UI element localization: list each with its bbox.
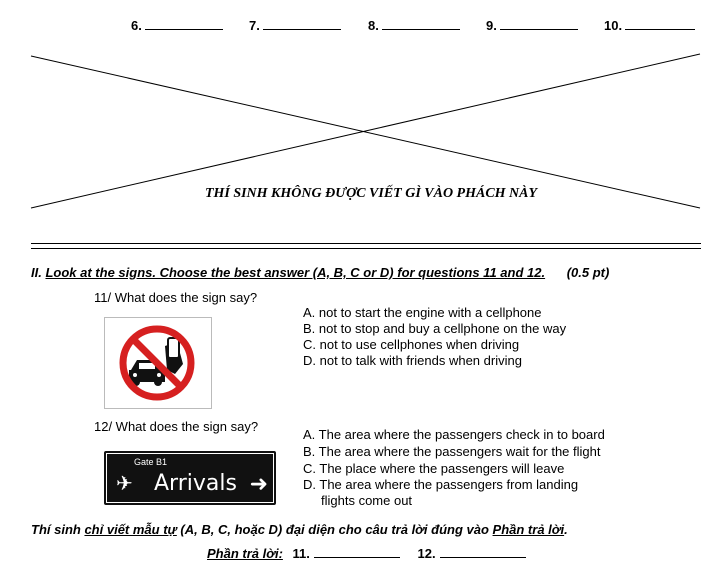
q12-question: 12/ What does the sign say? <box>94 419 259 434</box>
q12-option-d[interactable]: D. The area where the passengers from landing <box>303 477 579 492</box>
instruction-text: Look at the signs. Choose the best answer (A, B, C or D) for questions 11 and 12. <box>45 265 546 280</box>
answer-blank-10[interactable]: 10. <box>604 18 695 33</box>
gate-label: Gate B1 <box>134 457 168 467</box>
separator-line <box>31 243 701 249</box>
q11-option-b[interactable]: B. not to stop and buy a cellphone on the way <box>303 321 567 336</box>
answer-blank-6[interactable]: 6. <box>131 18 223 33</box>
q12-option-d-cont: flights come out <box>321 493 413 508</box>
no-writing-banner: THÍ SINH KHÔNG ĐƯỢC VIẾT GÌ VÀO PHÁCH NÀY <box>204 186 538 201</box>
answer-blank-7[interactable]: 7. <box>249 18 341 33</box>
points-label: (0.5 pt) <box>566 265 610 280</box>
q12-option-a[interactable]: A. The area where the passengers check in to board <box>303 427 605 442</box>
answer-note: Thí sinh chỉ viết mẫu tự (A, B, C, hoặc D) đại diện cho câu trả lời đúng vào Phần trả lời. <box>31 522 568 537</box>
section-instruction: II. Look at the signs. Choose the best answer (A, B, C or D) for questions 11 and 12. (0.5 pt) <box>31 265 610 280</box>
q11-option-d[interactable]: D. not to talk with friends when driving <box>303 353 522 368</box>
q11-option-c[interactable]: C. not to use cellphones when driving <box>303 337 520 352</box>
q11-option-a[interactable]: A. not to start the engine with a cellphone <box>303 305 542 320</box>
answer-label: Phần trả lời: <box>207 546 283 561</box>
answer-blank-9[interactable]: 9. <box>486 18 578 33</box>
arrivals-sign <box>104 451 276 505</box>
no-phone-driving-sign <box>104 317 212 409</box>
answer-blank-8[interactable]: 8. <box>368 18 460 33</box>
arrivals-text: Arrivals <box>154 471 237 496</box>
q12-option-c[interactable]: C. The place where the passengers will leave <box>303 461 565 476</box>
answer-section <box>207 546 526 561</box>
arrow-right-icon: ➜ <box>249 471 268 496</box>
plane-icon: ✈ <box>116 473 133 495</box>
no-phone-sign-icon <box>105 318 211 408</box>
q11-question: 11/ What does the sign say? <box>94 290 258 305</box>
answer-blank-11[interactable]: 11. <box>293 546 400 561</box>
answer-blank-12[interactable]: 12. <box>418 546 526 561</box>
q12-option-b[interactable]: B. The area where the passengers wait for the flight <box>303 444 601 459</box>
